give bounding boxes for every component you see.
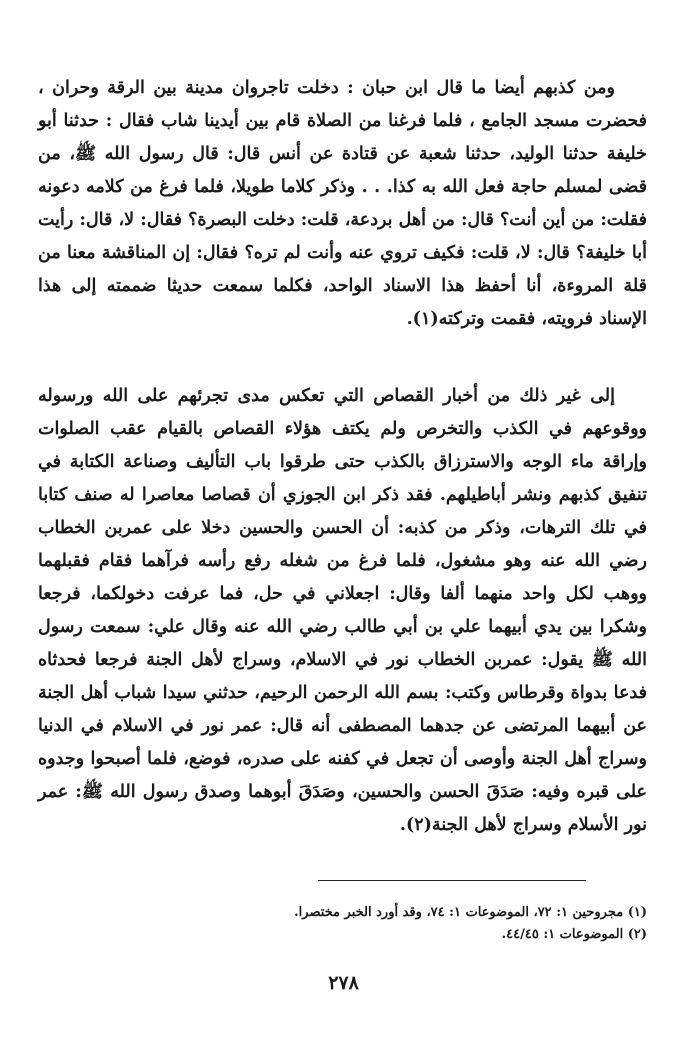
- footnote-divider: [318, 880, 586, 881]
- footnote-2: (٢) الموضوعات ١: ٤٤/٤٥.: [501, 927, 647, 942]
- body-paragraph-2: إلى غير ذلك من أخبار القصاص التي تعكس مدى تجرئهم على الله ورسوله ووقوعهم في الكذب والتخرص ولم يكتف هؤلاء القصاص بالقيام عقب الصلوات وإراقة ماء الوجه والاسترزاق بالكذب حتى طرقوا باب التأليف وصناعة الكتابة في تنفيق كذبهم ونشر أباطيلهم. فقد ذكر ابن الجوزي أن قصاصا معاصرا له صنف كتابا في تلك الترهات، وذكر من كذبه: أن الحسن والحسين دخلا على عمربن الخطاب رضي الله عنه وهو مشغول، فلما فرغ من شغله رفع رأسه فرآهما فقام فقبلهما ووهب لكل واحد منهما ألفا وقال: اجعلاني في حل، فما عرفت دخولكما، فرجعا وشكرا بين يدي أبيهما علي بن أبي طالب رضي الله عنه وقال علي: سمعت رسول الله ﷺ يقول: عمربن الخطاب نور في الاسلام، وسراج لأهل الجنة فرجعا فحدثاه فدعا بدواة وقرطاس وكتب: بسم الله الرحمن الرحيم، حدثني سيدا شباب أهل الجنة عن أبيهما المرتضى عن جدهما المصطفى أنه قال: عمر نور في الاسلام في الدنيا وسراج أهل الجنة وأوصى أن تجعل في كفنه على صدره، فوضع، فلما أصبحوا وجدوه على قبره وفيه: صَدَقَ الحسن والحسين، وصَدَقَ أبوهما وصدق رسول الله ﷺ: عمر نور الأسلام وسراج لأهل الجنة(٢).: [38, 385, 647, 835]
- footnote-1: (١) مجروحين ١: ٧٢، الموضوعات ١: ٧٤، وقد أورد الخبر مختصرا.: [294, 905, 647, 920]
- body-paragraph-1: ومن كذبهم أيضا ما قال ابن حبان : دخلت تاجروان مدينة بين الرقة وحران ، فحضرت مسجد الجامع ، فلما فرغنا من الصلاة قام بين أيدينا شاب فقال : حدثنا أبو خليفة حدثنا الوليد، حدثنا شعبة عن قتادة عن أنس قال: قال رسول الله ﷺ، من قضى لمسلم حاجة فعل الله به كذا. . . وذكر كلاما طويلا، فلما فرغ من كلامه دعونه فقلت: من أين أنت؟ قال: من أهل بردعة، قلت: دخلت البصرة؟ فقال: لا، قال: رأيت أبا خليفة؟ قال: لا، قلت: فكيف تروي عنه وأنت لم تره؟ فقال: إن المناقشة معنا من قلة المروءة، أنا أحفظ هذا الاسناد الواحد، فكلما سمعت حديثا ضممته إلى هذا الإسناد فرويته، فقمت وتركته(١).: [38, 77, 647, 329]
- page-number: ٢٧٨: [328, 972, 359, 994]
- footnotes: [100, 902, 647, 946]
